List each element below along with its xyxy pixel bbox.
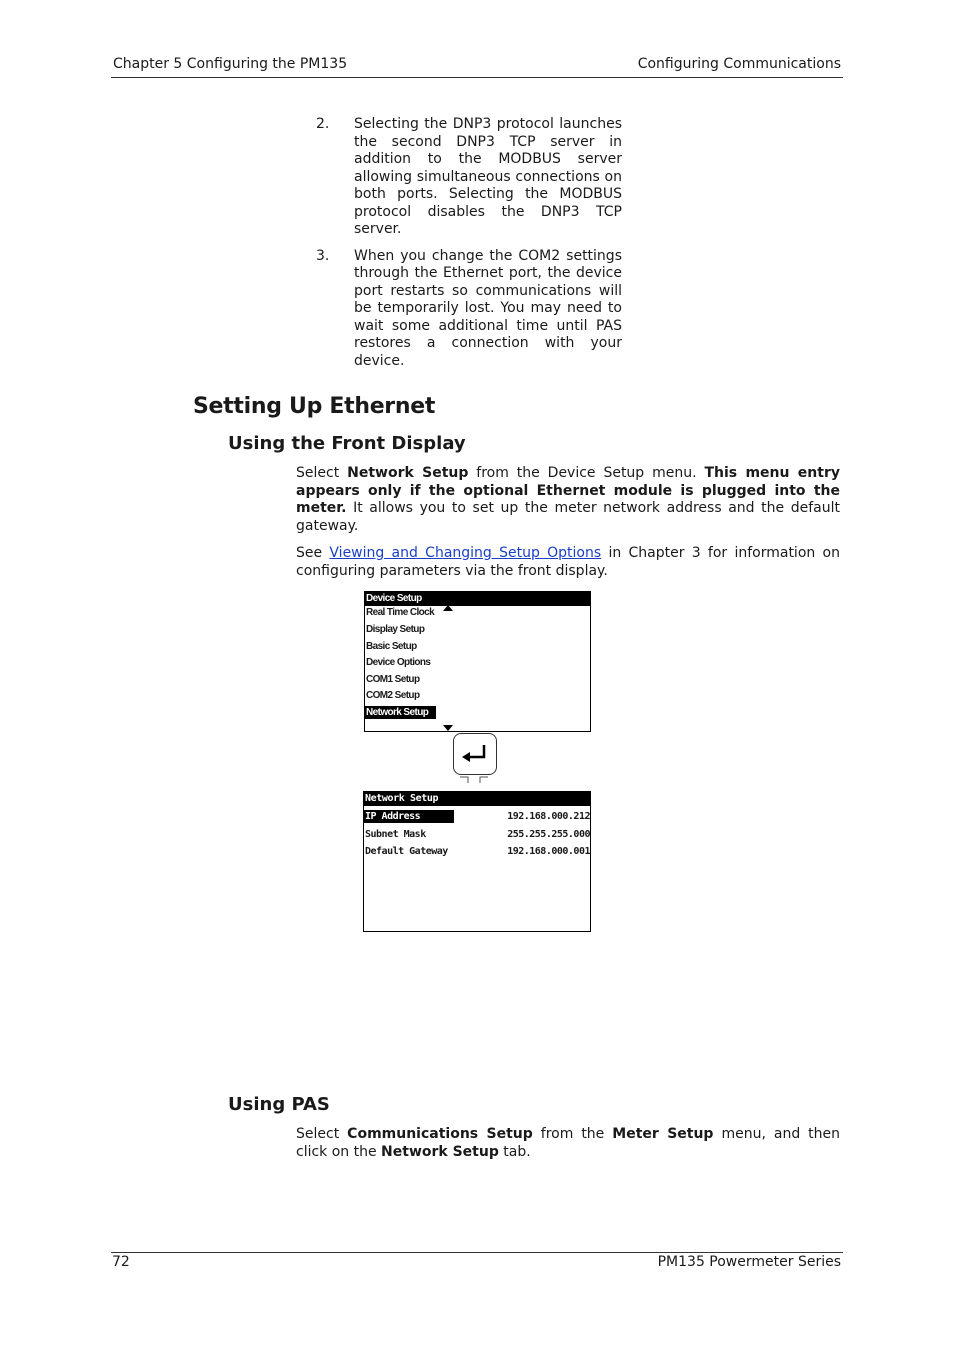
triangle-up-icon <box>443 605 453 611</box>
subsection-title-pas: Using PAS <box>228 1094 330 1115</box>
menu-item-device-options[interactable]: Device Options <box>366 657 431 668</box>
footer-divider <box>111 1252 843 1253</box>
enter-key-icon <box>453 733 497 775</box>
subsection-title-front-display: Using the Front Display <box>228 433 466 454</box>
menu-item-real-time-clock[interactable]: Real Time Clock <box>366 607 435 618</box>
setting-row-ip-address[interactable] <box>364 810 590 823</box>
menu-item-network-setup[interactable]: Network Setup <box>365 706 436 719</box>
setting-label: IP Address <box>364 810 454 823</box>
running-header-section: Configuring Communications <box>637 56 841 72</box>
setting-value: 255.255.255.000 <box>507 829 590 840</box>
screen-title: Device Setup <box>365 592 590 606</box>
list-text: When you change the COM2 settings through the Ethernet port, the device port restarts so communications will be temporarily lost. You may need to wait some additional time until PAS restores a connection with your device. <box>354 247 622 369</box>
list-number: 3. <box>316 247 330 264</box>
header-divider <box>111 77 843 78</box>
page-number: 72 <box>112 1254 130 1270</box>
pas-paragraph: Select Communications Setup from the Meter Setup menu, and then click on the Network Setup tab. <box>296 1126 841 1160</box>
network-setup-screen <box>363 791 591 932</box>
key-base-icon <box>458 774 490 784</box>
setting-label: Subnet Mask <box>365 829 426 840</box>
list-text: Selecting the DNP3 protocol launches the second DNP3 TCP server in addition to the MODBUS server allowing simultaneous connections on both ports. Selecting the MODBUS protocol disables the DNP3 TCP server. <box>354 116 622 237</box>
section-title: Setting Up Ethernet <box>193 394 436 419</box>
viewing-setup-options-link[interactable]: Viewing and Changing Setup Options <box>329 545 602 561</box>
menu-item-basic-setup[interactable]: Basic Setup <box>366 641 417 652</box>
screen-title: Network Setup <box>364 792 590 806</box>
setting-label: Default Gateway <box>365 846 448 857</box>
menu-item-com2-setup[interactable]: COM2 Setup <box>366 690 420 701</box>
triangle-down-icon <box>443 725 453 731</box>
list-item <box>316 248 622 371</box>
list-item <box>316 116 622 239</box>
list-number: 2. <box>316 116 330 132</box>
footer-series: PM135 Powermeter Series <box>657 1254 841 1270</box>
setting-row-default-gateway[interactable] <box>364 845 590 858</box>
device-setup-screen <box>364 591 591 732</box>
see-also-paragraph: See Viewing and Changing Setup Options in Chapter 3 for information on configuring parameters via the front display. <box>296 545 840 579</box>
notes-list <box>316 116 622 379</box>
menu-item-display-setup[interactable]: Display Setup <box>366 624 425 635</box>
setting-value: 192.168.000.212 <box>507 811 590 822</box>
menu-item-com1-setup[interactable]: COM1 Setup <box>366 674 420 685</box>
setting-row-subnet-mask[interactable] <box>364 828 590 841</box>
setting-value: 192.168.000.001 <box>507 846 590 857</box>
running-header-chapter: Chapter 5 Configuring the PM135 <box>113 56 348 72</box>
front-display-paragraph: Select Network Setup from the Device Setup menu. This menu entry appears only if the optional Ethernet module is plugged into the meter. It allows you to set up the meter network address and the default gateway. <box>296 465 840 534</box>
